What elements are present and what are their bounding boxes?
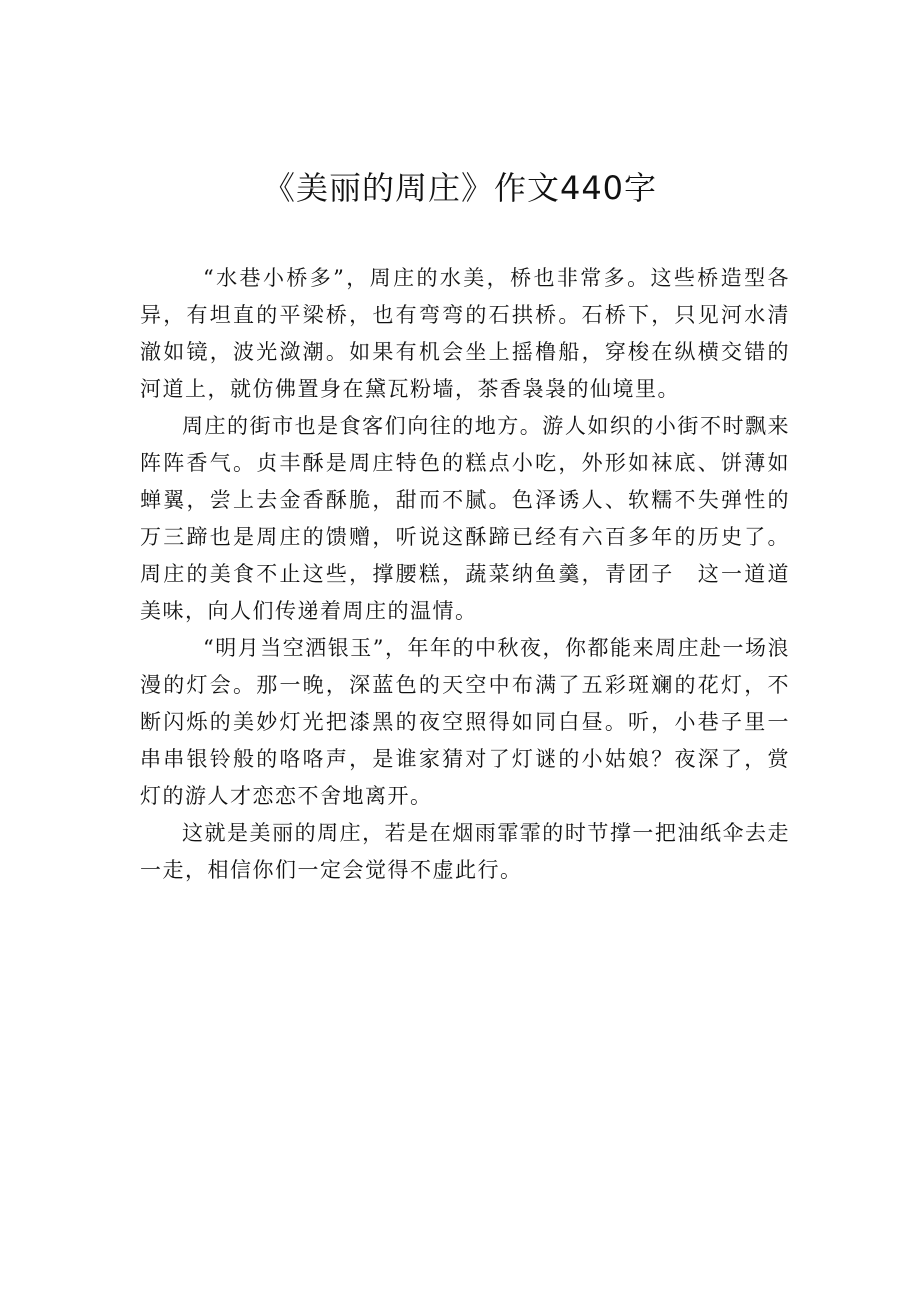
paragraph-1: “水巷小桥多”，周庄的水美，桥也非常多。这些桥造型各异，有坦直的平梁桥，也有弯弯的石拱桥。石桥下，只见河水清澈如镜，波光潋潮。如果有机会坐上摇橹船，穿梭在纵横交错的河道上，就仿佛置身在黛瓦粉墙，茶香袅袅的仙境里。 xyxy=(140,266,790,401)
document-title: 《美丽的周庄》作文440字 xyxy=(262,169,658,207)
paragraph-2: 周庄的街市也是食客们向往的地方。游人如织的小街不时飘来阵阵香气。贞丰酥是周庄特色的糕点小吃，外形如袜底、饼薄如蝉翼，尝上去金香酥脆，甜而不腻。色泽诱人、软糯不失弹性的万三蹄也是周庄的馈赠，听说这酥蹄已经有六百多年的历史了。周庄的美食不止这些，撑腰糕，蔬菜纳鱼羹，青团子 这一道道美味，向人们传递着周庄的温情。 xyxy=(140,414,790,623)
document-body xyxy=(140,260,790,889)
paragraph-3: “明月当空洒银玉”，年年的中秋夜，你都能来周庄赴一场浪漫的灯会。那一晚，深蓝色的天空中布满了五彩斑斓的花灯，不断闪烁的美妙灯光把漆黑的夜空照得如同白昼。听，小巷子里一串串银铃般的咯咯声，是谁家猜对了灯谜的小姑娘？夜深了，赏灯的游人才恋恋不舍地离开。 xyxy=(140,636,790,808)
paragraph-4: 这就是美丽的周庄，若是在烟雨霏霏的时节撑一把油纸伞去走一走，相信你们一定会觉得不虚此行。 xyxy=(140,821,790,882)
